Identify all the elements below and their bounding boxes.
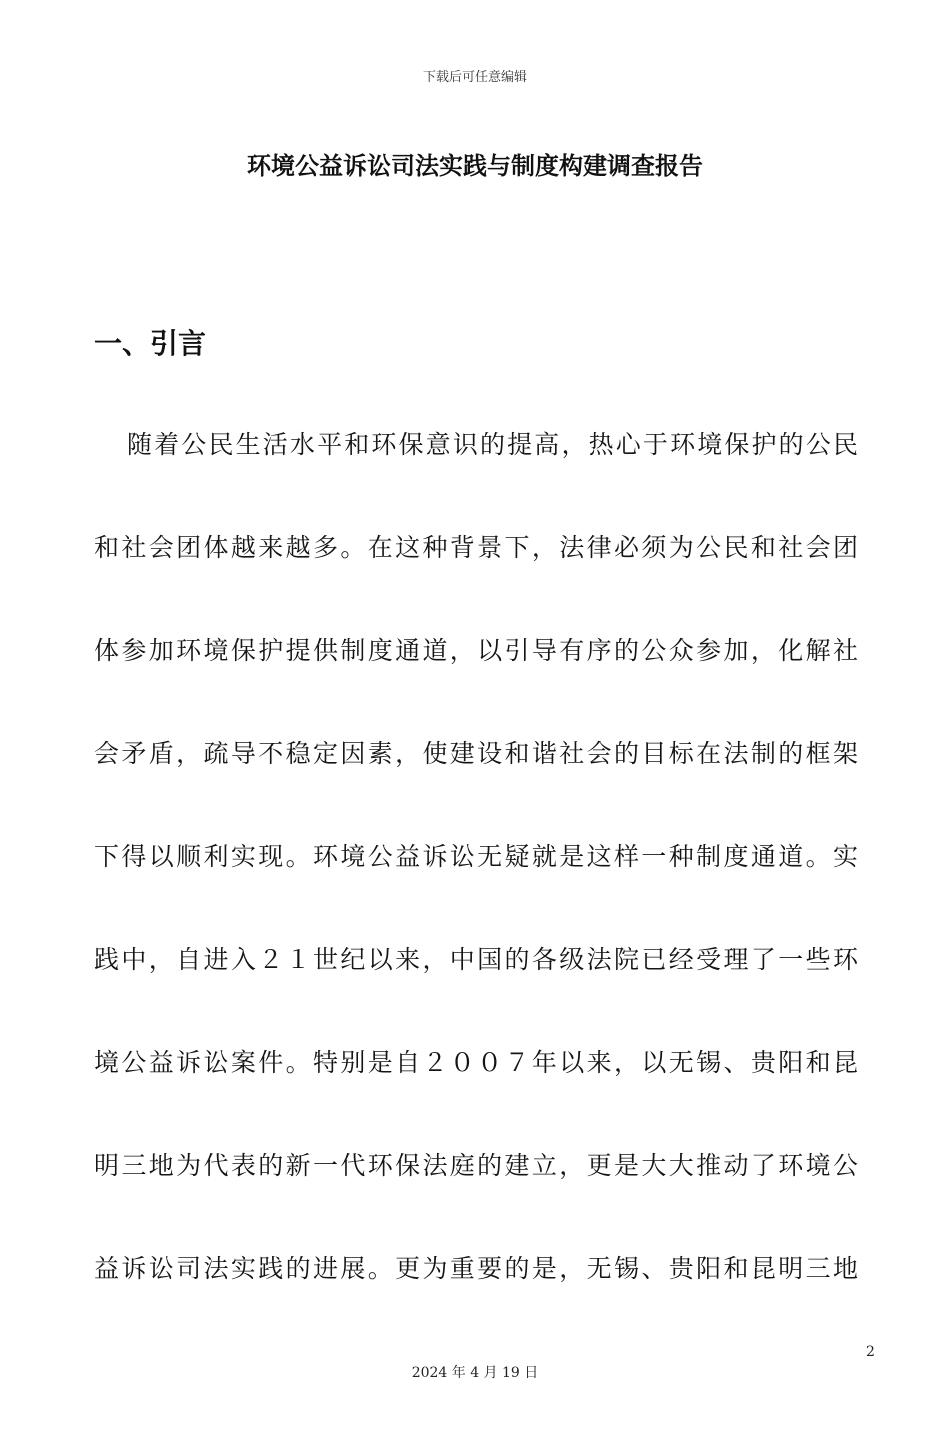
paragraph-line: 益诉讼司法实践的进展。更为重要的是，无锡、贵阳和昆明三地 [94, 1254, 858, 1283]
header-note: 下载后可任意编辑 [422, 70, 527, 85]
section-heading-introduction: 一、引言 [94, 327, 207, 360]
paragraph-line: 随着公民生活水平和环保意识的提高，热心于环境保护的公民 [127, 430, 858, 459]
footer-date: 2024 年 4 月 19 日 [411, 1365, 539, 1381]
paragraph-line: 明三地为代表的新一代环保法庭的建立，更是大大推动了环境公 [94, 1151, 858, 1180]
paragraph-line: 体参加环境保护提供制度通道，以引导有序的公众参加，化解社 [94, 636, 858, 665]
paragraph-line: 践中，自进入２１世纪以来，中国的各级法院已经受理了一些环 [94, 945, 858, 974]
paragraph-line: 和社会团体越来越多。在这种背景下，法律必须为公民和社会团 [94, 533, 858, 562]
page-number: 2 [866, 1344, 875, 1360]
paragraph-line: 下得以顺利实现。环境公益诉讼无疑就是这样一种制度通道。实 [94, 842, 858, 871]
document-title: 环境公益诉讼司法实践与制度构建调查报告 [247, 152, 703, 180]
paragraph-line: 会矛盾，疏导不稳定因素，使建设和谐社会的目标在法制的框架 [94, 739, 858, 768]
paragraph-line: 境公益诉讼案件。特别是自２００７年以来，以无锡、贵阳和昆 [94, 1048, 858, 1077]
